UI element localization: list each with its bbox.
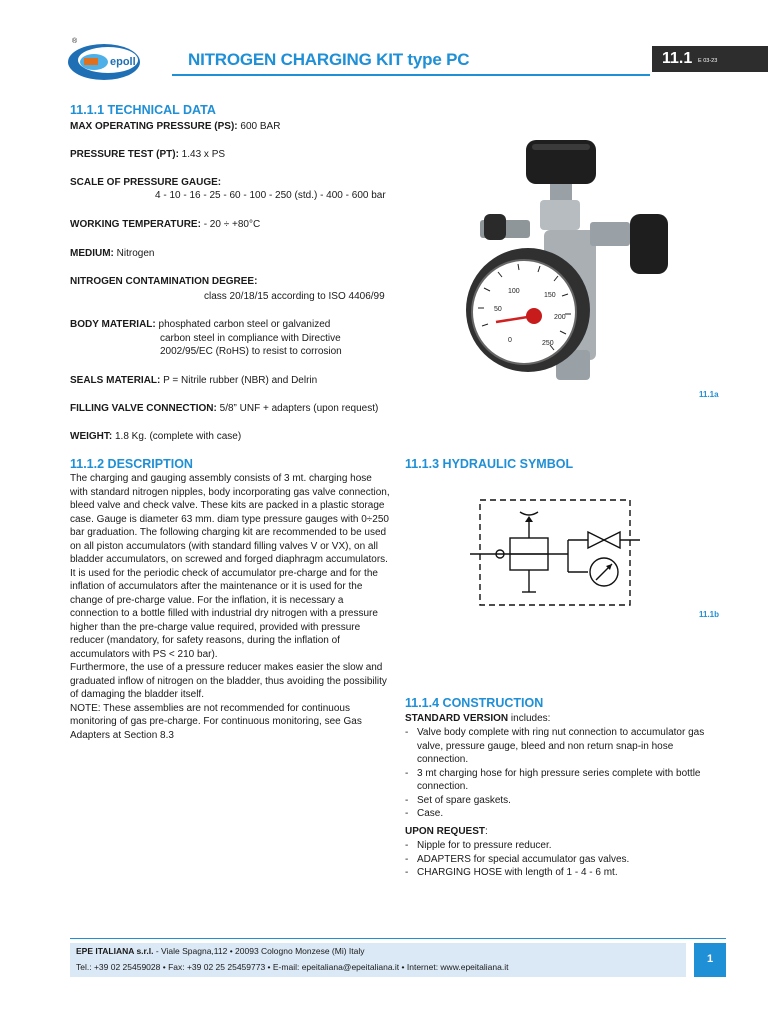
gauge-scale-label: SCALE OF PRESSURE GAUGE: [70,177,222,188]
gauge-tick-100: 100 [508,288,520,295]
list-item: - Nipple for to pressure reducer. [405,839,727,853]
body-material-row [70,318,392,332]
construction-heading: 11.1.4 CONSTRUCTION [405,696,544,710]
charging-kit-illustration [460,130,700,390]
filling-value: 5/8” UNF + adapters (upon request) [216,403,379,414]
body-material-label: BODY MATERIAL: [70,319,156,330]
pressure-test-label: PRESSURE TEST (PT): [70,149,179,160]
page-number: 1 [694,943,726,977]
list-item: - Case. [405,807,727,821]
edition-code: E 03-23 [698,58,718,64]
contamination-label: NITROGEN CONTAMINATION DEGREE: [70,276,258,287]
list-item: - 3 mt charging hose for high pressure series complete with bottle connection. [405,767,727,794]
brand-text: epoll [110,56,136,68]
page-title: NITROGEN CHARGING KIT type PC [188,50,470,69]
gauge-tick-50: 50 [494,306,502,313]
gauge-tick-200: 200 [554,314,566,321]
medium-value: Nitrogen [113,248,155,259]
side-knob-icon [630,214,668,274]
gauge-tick-150: 150 [544,292,556,299]
weight-value: 1.8 Kg. (complete with case) [112,431,242,442]
gauge-tick-0: 0 [508,337,512,344]
standard-version-suffix: includes: [508,713,551,724]
upon-request-row [405,825,727,839]
contamination-value: class 20/18/15 according to ISO 4406/99 [204,291,385,302]
footer-contacts: Tel.: +39 02 25459028 • Fax: +39 02 25 25459773 • E-mail: epeitaliana@epeitaliana.it • Internet: www.epeitaliana.it [76,962,509,972]
body-material-value-3: 2002/95/EC (RoHS) to resist to corrosion [160,346,342,357]
description-paragraph-2: Furthermore, the use of a pressure reducer makes easier the slow and graduated inflow of nitrogen on the bladder, thus avoiding the possibility of damaging the bladder itself. [70,662,387,700]
list-item: - ADAPTERS for special accumulator gas valves. [405,853,727,867]
description-paragraph-3: NOTE: These assemblies are not recommended for continuous monitoring of gas pre-charge. For continuous monitoring, see Gas Adapters at Section 8.3 [70,702,362,741]
footer-bar [70,943,686,977]
max-pressure-label: MAX OPERATING PRESSURE (PS): [70,121,238,132]
list-item: - Valve body complete with ring nut connection to accumulator gas valve, pressure gauge, bleed and non return snap-in hose connection. [405,726,727,767]
standard-version-label: STANDARD VERSION [405,713,509,724]
medium-label: MEDIUM: [70,248,114,259]
gauge-scale-value: 4 - 10 - 16 - 25 - 60 - 100 - 250 (std.) - 400 - 600 bar [155,190,386,201]
working-temp-value: - 20 ÷ +80°C [200,219,261,230]
body-material-value-1: phosphated carbon steel or galvanized [155,319,331,330]
working-temp-label: WORKING TEMPERATURE: [70,219,201,230]
hydraulic-symbol-heading: 11.1.3 HYDRAULIC SYMBOL [405,457,574,471]
pressure-test-row [70,148,392,162]
list-item: - CHARGING HOSE with length of 1 - 4 - 6 mt. [405,866,727,880]
weight-row [70,430,392,444]
section-number: 11.1 [662,50,693,67]
footer-address-text: - Viale Spagna,112 • 20093 Cologno Monzese (Mi) Italy [153,946,365,956]
weight-label: WEIGHT: [70,431,113,442]
max-pressure-value: 600 BAR [237,121,281,132]
body-material-value-2: carbon steel in compliance with Directive [160,333,341,344]
registered-mark: ® [72,38,78,45]
filling-label: FILLING VALVE CONNECTION: [70,403,217,414]
gauge-tick-250: 250 [542,340,554,347]
pressure-test-value: 1.43 x PS [178,149,226,160]
working-temp-row [70,218,392,232]
photo-caption: 11.1a [699,390,719,399]
standard-items-list [405,726,727,821]
seals-value: P = Nitrile rubber (NBR) and Delrin [160,375,318,386]
technical-data-heading: 11.1.1 TECHNICAL DATA [70,103,216,117]
max-pressure-row [70,120,392,134]
request-items-list [405,839,727,880]
footer-company: EPE ITALIANA s.r.l. [76,946,154,956]
filling-row [70,402,392,416]
medium-row [70,247,392,261]
description-heading: 11.1.2 DESCRIPTION [70,457,193,471]
section-badge [652,46,768,72]
description-body [70,472,392,742]
header-rule [172,74,650,76]
description-paragraph-1: The charging and gauging assembly consists of 3 mt. charging hose with standard nitrogen nipples, body incorporating gas valve connection, bleed valve and check valve. These kits are packed in a plastic storage case. Gauge is diameter 63 mm. diam type pressure gauges with 0÷250 bar graduation. The following charging kit are recommended to be used on all piston accumulators (with standard filling valves V or VX), on all bladder accumulators, on screwed and forged diaphragm accumulators. It is used for the periodic check of accumulator pre-charge and for the inflation of accumulators after the maintenance or it is used for the change of pre-charge value. For the inflation, it is necessary a connection to a bottle filled with industrial dry nitrogen with a pressure higher than the pre-charge value required, provided with pressure reducer (mandatory, for safety reasons, during the inflation of accumulators with PS < 210 bar). [70,473,390,660]
epoll-logo [62,36,172,86]
footer-rule [70,938,726,939]
symbol-caption: 11.1b [699,610,720,619]
upon-request-suffix: : [485,826,488,837]
seals-label: SEALS MATERIAL: [70,375,161,386]
list-item: - Set of spare gaskets. [405,794,727,808]
standard-version-row [405,712,727,726]
upon-request-label: UPON REQUEST [405,826,486,837]
hydraulic-symbol-diagram [470,492,650,612]
seals-row [70,374,392,388]
footer-address [70,943,686,960]
